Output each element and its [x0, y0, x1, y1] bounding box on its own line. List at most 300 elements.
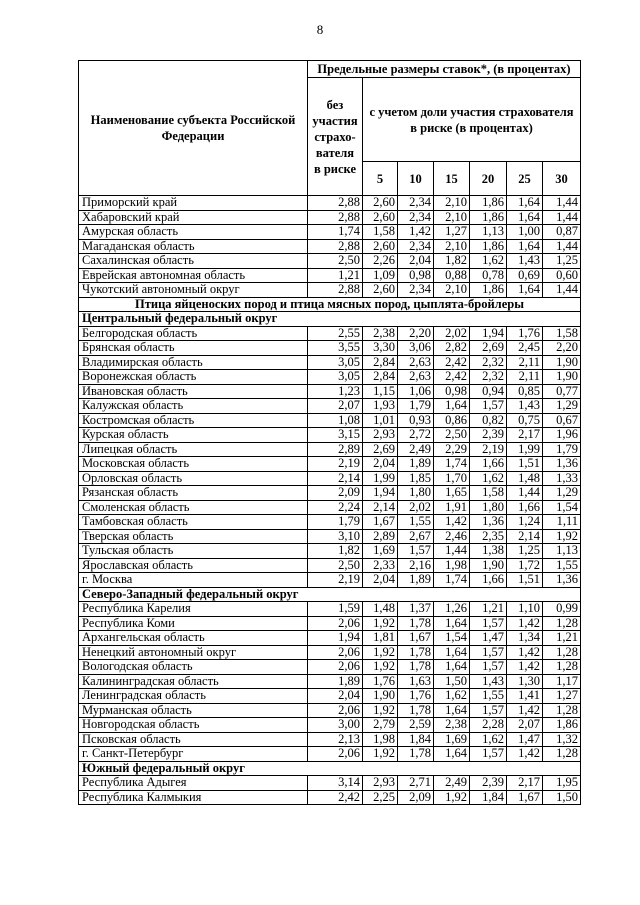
- subject-name: Вологодская область: [79, 660, 308, 675]
- rate-cell: 1,92: [363, 747, 398, 762]
- subject-name: Архангельская область: [79, 631, 308, 646]
- rate-cell: 1,92: [363, 645, 398, 660]
- rate-cell: 1,64: [507, 210, 543, 225]
- header-subject-name: Наименование субъекта Российской Федерации: [79, 61, 308, 196]
- district-heading: Северо-Западный федеральный округ: [79, 587, 581, 602]
- rate-cell: 1,80: [398, 486, 434, 501]
- table-row: [79, 544, 581, 559]
- table-row: [79, 341, 581, 356]
- rate-cell: 2,50: [308, 254, 363, 269]
- rate-cell: 1,21: [470, 602, 507, 617]
- rate-cell: 0,93: [398, 413, 434, 428]
- subject-name: Амурская область: [79, 225, 308, 240]
- subject-name: Ленинградская область: [79, 689, 308, 704]
- rate-cell: 0,98: [434, 384, 470, 399]
- rate-cell: 2,10: [434, 210, 470, 225]
- rate-cell: 0,60: [543, 268, 581, 283]
- rate-cell: 1,90: [543, 370, 581, 385]
- rate-cell: 3,00: [308, 718, 363, 733]
- table-row: [79, 747, 581, 762]
- rate-cell: 1,28: [543, 660, 581, 675]
- subject-name: Ивановская область: [79, 384, 308, 399]
- rate-cell: 0,86: [434, 413, 470, 428]
- header-without-participation: без участия страхо-вателя в риске: [308, 78, 363, 196]
- header-share-30: 30: [543, 162, 581, 196]
- rate-cell: 1,36: [543, 573, 581, 588]
- rate-cell: 2,69: [470, 341, 507, 356]
- rate-cell: 2,38: [363, 326, 398, 341]
- rate-cell: 2,93: [363, 428, 398, 443]
- rate-cell: 2,84: [363, 355, 398, 370]
- rate-cell: 1,66: [470, 573, 507, 588]
- subject-name: Владимирская область: [79, 355, 308, 370]
- rate-cell: 0,75: [507, 413, 543, 428]
- subject-name: Магаданская область: [79, 239, 308, 254]
- rate-cell: 1,36: [470, 515, 507, 530]
- rate-cell: 1,42: [507, 645, 543, 660]
- rate-cell: 1,13: [543, 544, 581, 559]
- rate-cell: 2,60: [363, 239, 398, 254]
- rate-cell: 1,84: [470, 790, 507, 805]
- table-row: [79, 210, 581, 225]
- rate-cell: 1,38: [470, 544, 507, 559]
- table-row: [79, 689, 581, 704]
- rate-cell: 1,64: [507, 239, 543, 254]
- rate-cell: 1,98: [434, 558, 470, 573]
- rate-cell: 1,44: [543, 239, 581, 254]
- table-row: [79, 239, 581, 254]
- rate-cell: 1,94: [363, 486, 398, 501]
- rate-cell: 0,94: [470, 384, 507, 399]
- subject-name: г. Санкт-Петербург: [79, 747, 308, 762]
- table-row: [79, 413, 581, 428]
- rate-cell: 2,19: [470, 442, 507, 457]
- rate-cell: 1,84: [398, 732, 434, 747]
- rate-cell: 1,66: [470, 457, 507, 472]
- rate-cell: 1,69: [363, 544, 398, 559]
- rate-cell: 1,37: [398, 602, 434, 617]
- rate-cell: 1,51: [507, 573, 543, 588]
- rate-cell: 2,19: [308, 573, 363, 588]
- rate-cell: 1,64: [507, 196, 543, 211]
- rate-cell: 2,69: [363, 442, 398, 457]
- rate-cell: 1,42: [507, 703, 543, 718]
- rate-cell: 2,20: [543, 341, 581, 356]
- rate-cell: 2,02: [398, 500, 434, 515]
- rate-cell: 1,59: [308, 602, 363, 617]
- rate-cell: 2,10: [434, 283, 470, 298]
- table-row: [79, 558, 581, 573]
- rate-cell: 2,63: [398, 370, 434, 385]
- subject-name: Тульская область: [79, 544, 308, 559]
- rate-cell: 1,69: [434, 732, 470, 747]
- rate-cell: 1,74: [434, 573, 470, 588]
- rate-cell: 1,89: [398, 457, 434, 472]
- rate-cell: 2,06: [308, 645, 363, 660]
- subject-name: г. Москва: [79, 573, 308, 588]
- table-row: [79, 486, 581, 501]
- rate-cell: 2,34: [398, 196, 434, 211]
- rate-cell: 1,86: [470, 196, 507, 211]
- rate-cell: 1,78: [398, 703, 434, 718]
- rate-cell: 2,29: [434, 442, 470, 457]
- table-row: [79, 326, 581, 341]
- rate-cell: 2,34: [398, 283, 434, 298]
- table-row: [79, 370, 581, 385]
- rate-cell: 2,88: [308, 210, 363, 225]
- rate-cell: 2,17: [507, 428, 543, 443]
- rate-cell: 2,06: [308, 747, 363, 762]
- rate-cell: 1,28: [543, 616, 581, 631]
- rate-cell: 2,42: [434, 355, 470, 370]
- subject-name: Чукотский автономный округ: [79, 283, 308, 298]
- subject-name: Калининградская область: [79, 674, 308, 689]
- rate-cell: 1,95: [543, 776, 581, 791]
- rate-cell: 1,10: [507, 602, 543, 617]
- rate-cell: 1,21: [308, 268, 363, 283]
- rate-cell: 2,82: [434, 341, 470, 356]
- rate-cell: 2,79: [363, 718, 398, 733]
- subject-name: Сахалинская область: [79, 254, 308, 269]
- rate-cell: 1,29: [543, 399, 581, 414]
- rate-cell: 3,06: [398, 341, 434, 356]
- rate-cell: 2,45: [507, 341, 543, 356]
- rate-cell: 1,78: [398, 660, 434, 675]
- rate-cell: 2,59: [398, 718, 434, 733]
- rate-cell: 2,39: [470, 776, 507, 791]
- header-share-20: 20: [470, 162, 507, 196]
- table-row: [79, 471, 581, 486]
- rate-cell: 1,86: [543, 718, 581, 733]
- rate-cell: 1,89: [398, 573, 434, 588]
- rate-cell: 1,94: [308, 631, 363, 646]
- rate-cell: 2,14: [507, 529, 543, 544]
- subject-name: Ярославская область: [79, 558, 308, 573]
- rate-cell: 1,54: [543, 500, 581, 515]
- subject-name: Хабаровский край: [79, 210, 308, 225]
- header-rate-limits: Предельные размеры ставок*, (в процентах): [308, 61, 581, 78]
- rate-cell: 2,16: [398, 558, 434, 573]
- rate-cell: 2,33: [363, 558, 398, 573]
- rate-cell: 0,88: [434, 268, 470, 283]
- rate-cell: 1,43: [507, 399, 543, 414]
- rate-cell: 0,98: [398, 268, 434, 283]
- rate-cell: 2,14: [363, 500, 398, 515]
- rate-cell: 1,76: [507, 326, 543, 341]
- rate-cell: 1,92: [363, 703, 398, 718]
- rate-cell: 1,76: [363, 674, 398, 689]
- subject-name: Республика Калмыкия: [79, 790, 308, 805]
- rate-cell: 1,42: [507, 747, 543, 762]
- rate-cell: 1,64: [434, 645, 470, 660]
- rate-cell: 2,09: [308, 486, 363, 501]
- rate-cell: 1,99: [363, 471, 398, 486]
- rate-cell: 1,44: [543, 283, 581, 298]
- rate-cell: 1,42: [398, 225, 434, 240]
- rate-cell: 1,57: [470, 703, 507, 718]
- rate-cell: 0,87: [543, 225, 581, 240]
- rate-cell: 1,86: [470, 283, 507, 298]
- rate-cell: 1,47: [507, 732, 543, 747]
- rate-cell: 2,34: [398, 239, 434, 254]
- table-row: [79, 790, 581, 805]
- rate-cell: 2,49: [434, 776, 470, 791]
- rate-cell: 1,64: [434, 660, 470, 675]
- rate-cell: 1,82: [434, 254, 470, 269]
- table-row: [79, 355, 581, 370]
- rate-cell: 1,50: [434, 674, 470, 689]
- table-row: [79, 573, 581, 588]
- rate-cell: 1,70: [434, 471, 470, 486]
- district-heading: Южный федеральный округ: [79, 761, 581, 776]
- rate-cell: 1,89: [308, 674, 363, 689]
- rate-cell: 1,78: [398, 645, 434, 660]
- rate-cell: 2,67: [398, 529, 434, 544]
- rate-cell: 1,96: [543, 428, 581, 443]
- subject-name: Калужская область: [79, 399, 308, 414]
- table-row: [79, 645, 581, 660]
- rate-cell: 1,51: [507, 457, 543, 472]
- header-share-15: 15: [434, 162, 470, 196]
- rate-cell: 1,91: [434, 500, 470, 515]
- subject-name: Еврейская автономная область: [79, 268, 308, 283]
- rate-cell: 1,57: [470, 645, 507, 660]
- rate-cell: 2,32: [470, 370, 507, 385]
- rate-cell: 1,44: [543, 210, 581, 225]
- rate-cell: 2,28: [470, 718, 507, 733]
- table-row: [79, 297, 581, 312]
- rate-cell: 2,34: [398, 210, 434, 225]
- header-share-10: 10: [398, 162, 434, 196]
- rate-cell: 1,17: [543, 674, 581, 689]
- table-row: [79, 428, 581, 443]
- rate-cell: 1,44: [507, 486, 543, 501]
- rate-cell: 2,25: [363, 790, 398, 805]
- rate-cell: 2,63: [398, 355, 434, 370]
- rate-cell: 1,28: [543, 645, 581, 660]
- rate-cell: 2,06: [308, 616, 363, 631]
- subject-name: Республика Адыгея: [79, 776, 308, 791]
- rate-cell: 1,90: [363, 689, 398, 704]
- rate-cell: 0,67: [543, 413, 581, 428]
- rate-cell: 1,90: [543, 355, 581, 370]
- subject-name: Липецкая область: [79, 442, 308, 457]
- rate-cell: 1,43: [470, 674, 507, 689]
- rate-cell: 1,90: [470, 558, 507, 573]
- rate-cell: 1,64: [434, 703, 470, 718]
- table-row: [79, 312, 581, 327]
- rate-cell: 1,50: [543, 790, 581, 805]
- rate-cell: 2,71: [398, 776, 434, 791]
- rate-cell: 1,47: [470, 631, 507, 646]
- rate-cell: 2,38: [434, 718, 470, 733]
- rate-cell: 1,08: [308, 413, 363, 428]
- header-with-participation: с учетом доли участия страхователя в риске (в процентах): [363, 78, 581, 162]
- rate-cell: 2,46: [434, 529, 470, 544]
- rate-cell: 1,85: [398, 471, 434, 486]
- rate-cell: 2,11: [507, 355, 543, 370]
- table-row: [79, 529, 581, 544]
- rate-cell: 1,26: [434, 602, 470, 617]
- rate-cell: 1,66: [507, 500, 543, 515]
- rate-cell: 3,10: [308, 529, 363, 544]
- rate-cell: 1,09: [363, 268, 398, 283]
- rate-cell: 1,27: [543, 689, 581, 704]
- table-row: [79, 384, 581, 399]
- rate-cell: 2,60: [363, 283, 398, 298]
- rate-cell: 1,21: [543, 631, 581, 646]
- rate-cell: 2,04: [398, 254, 434, 269]
- table-row: [79, 732, 581, 747]
- rate-cell: 2,06: [308, 703, 363, 718]
- rate-cell: 1,32: [543, 732, 581, 747]
- rate-cell: 1,74: [308, 225, 363, 240]
- rate-cell: 1,55: [470, 689, 507, 704]
- rate-cell: 1,81: [363, 631, 398, 646]
- rate-cell: 2,42: [308, 790, 363, 805]
- rate-cell: 1,00: [507, 225, 543, 240]
- rate-cell: 0,69: [507, 268, 543, 283]
- table-row: [79, 457, 581, 472]
- rate-cell: 2,60: [363, 196, 398, 211]
- rate-cell: 1,99: [507, 442, 543, 457]
- rate-cell: 1,30: [507, 674, 543, 689]
- rate-cell: 1,13: [470, 225, 507, 240]
- rate-cell: 1,94: [470, 326, 507, 341]
- rate-cell: 1,24: [507, 515, 543, 530]
- rate-cell: 1,65: [434, 486, 470, 501]
- rate-cell: 1,44: [543, 196, 581, 211]
- table-row: [79, 602, 581, 617]
- rates-table: [78, 60, 581, 805]
- rate-cell: 2,42: [434, 370, 470, 385]
- district-heading: Центральный федеральный округ: [79, 312, 581, 327]
- subject-name: Новгородская область: [79, 718, 308, 733]
- rate-cell: 0,77: [543, 384, 581, 399]
- rate-cell: 1,86: [470, 210, 507, 225]
- rate-cell: 2,02: [434, 326, 470, 341]
- rate-cell: 3,15: [308, 428, 363, 443]
- rate-cell: 1,25: [507, 544, 543, 559]
- rate-cell: 2,11: [507, 370, 543, 385]
- rate-cell: 1,79: [543, 442, 581, 457]
- subject-name: Псковская область: [79, 732, 308, 747]
- rate-cell: 1,72: [507, 558, 543, 573]
- rate-cell: 1,67: [398, 631, 434, 646]
- page-number: 8: [316, 22, 324, 37]
- rate-cell: 1,42: [507, 660, 543, 675]
- rate-cell: 1,86: [470, 239, 507, 254]
- rate-cell: 1,78: [398, 616, 434, 631]
- rate-cell: 2,26: [363, 254, 398, 269]
- rate-cell: 1,57: [470, 660, 507, 675]
- table-row: [79, 718, 581, 733]
- rate-cell: 1,76: [398, 689, 434, 704]
- rate-cell: 2,20: [398, 326, 434, 341]
- rate-cell: 1,98: [363, 732, 398, 747]
- rate-cell: 1,48: [363, 602, 398, 617]
- rate-cell: 2,10: [434, 239, 470, 254]
- rate-cell: 1,01: [363, 413, 398, 428]
- rate-cell: 1,33: [543, 471, 581, 486]
- rate-cell: 2,07: [308, 399, 363, 414]
- rate-cell: 1,25: [543, 254, 581, 269]
- subject-name: Воронежская область: [79, 370, 308, 385]
- rate-cell: 1,28: [543, 747, 581, 762]
- subject-name: Республика Коми: [79, 616, 308, 631]
- table-row: [79, 442, 581, 457]
- rate-cell: 1,28: [543, 703, 581, 718]
- rate-cell: 1,64: [434, 399, 470, 414]
- table-row: [79, 660, 581, 675]
- rate-cell: 1,06: [398, 384, 434, 399]
- rate-cell: 2,09: [398, 790, 434, 805]
- table-row: [79, 587, 581, 602]
- table-row: [79, 631, 581, 646]
- rate-cell: 2,04: [308, 689, 363, 704]
- rate-cell: 1,92: [363, 616, 398, 631]
- rate-cell: 2,88: [308, 239, 363, 254]
- rate-cell: 1,15: [363, 384, 398, 399]
- rate-cell: 2,50: [434, 428, 470, 443]
- rate-cell: 3,05: [308, 370, 363, 385]
- rate-cell: 1,55: [398, 515, 434, 530]
- subject-name: Рязанская область: [79, 486, 308, 501]
- rate-cell: 2,14: [308, 471, 363, 486]
- rate-cell: 2,60: [363, 210, 398, 225]
- rate-cell: 1,93: [363, 399, 398, 414]
- rate-cell: 2,88: [308, 196, 363, 211]
- rate-cell: 1,80: [470, 500, 507, 515]
- rate-cell: 1,64: [507, 283, 543, 298]
- rate-cell: 1,63: [398, 674, 434, 689]
- rate-cell: 2,04: [363, 573, 398, 588]
- rate-cell: 0,99: [543, 602, 581, 617]
- rate-cell: 2,24: [308, 500, 363, 515]
- subject-name: Белгородская область: [79, 326, 308, 341]
- rate-cell: 2,49: [398, 442, 434, 457]
- rate-cell: 2,55: [308, 326, 363, 341]
- subject-name: Республика Карелия: [79, 602, 308, 617]
- rate-cell: 1,67: [363, 515, 398, 530]
- table-row: [79, 196, 581, 211]
- rate-cell: 1,43: [507, 254, 543, 269]
- rate-cell: 1,55: [543, 558, 581, 573]
- rate-cell: 2,10: [434, 196, 470, 211]
- rate-cell: 2,89: [363, 529, 398, 544]
- subject-name: Костромская область: [79, 413, 308, 428]
- rate-cell: 2,88: [308, 283, 363, 298]
- rate-cell: 1,41: [507, 689, 543, 704]
- rate-cell: 1,92: [434, 790, 470, 805]
- rate-cell: 2,39: [470, 428, 507, 443]
- table-row: [79, 500, 581, 515]
- rate-cell: 2,50: [308, 558, 363, 573]
- subject-name: Тамбовская область: [79, 515, 308, 530]
- subject-name: Приморский край: [79, 196, 308, 211]
- table-row: [79, 225, 581, 240]
- subject-name: Орловская область: [79, 471, 308, 486]
- table-row: [79, 268, 581, 283]
- rate-cell: 2,84: [363, 370, 398, 385]
- rate-cell: 1,42: [434, 515, 470, 530]
- rate-cell: 1,57: [398, 544, 434, 559]
- rate-cell: 2,13: [308, 732, 363, 747]
- table-row: [79, 515, 581, 530]
- rate-cell: 1,62: [470, 254, 507, 269]
- rate-cell: 1,36: [543, 457, 581, 472]
- rate-cell: 1,79: [398, 399, 434, 414]
